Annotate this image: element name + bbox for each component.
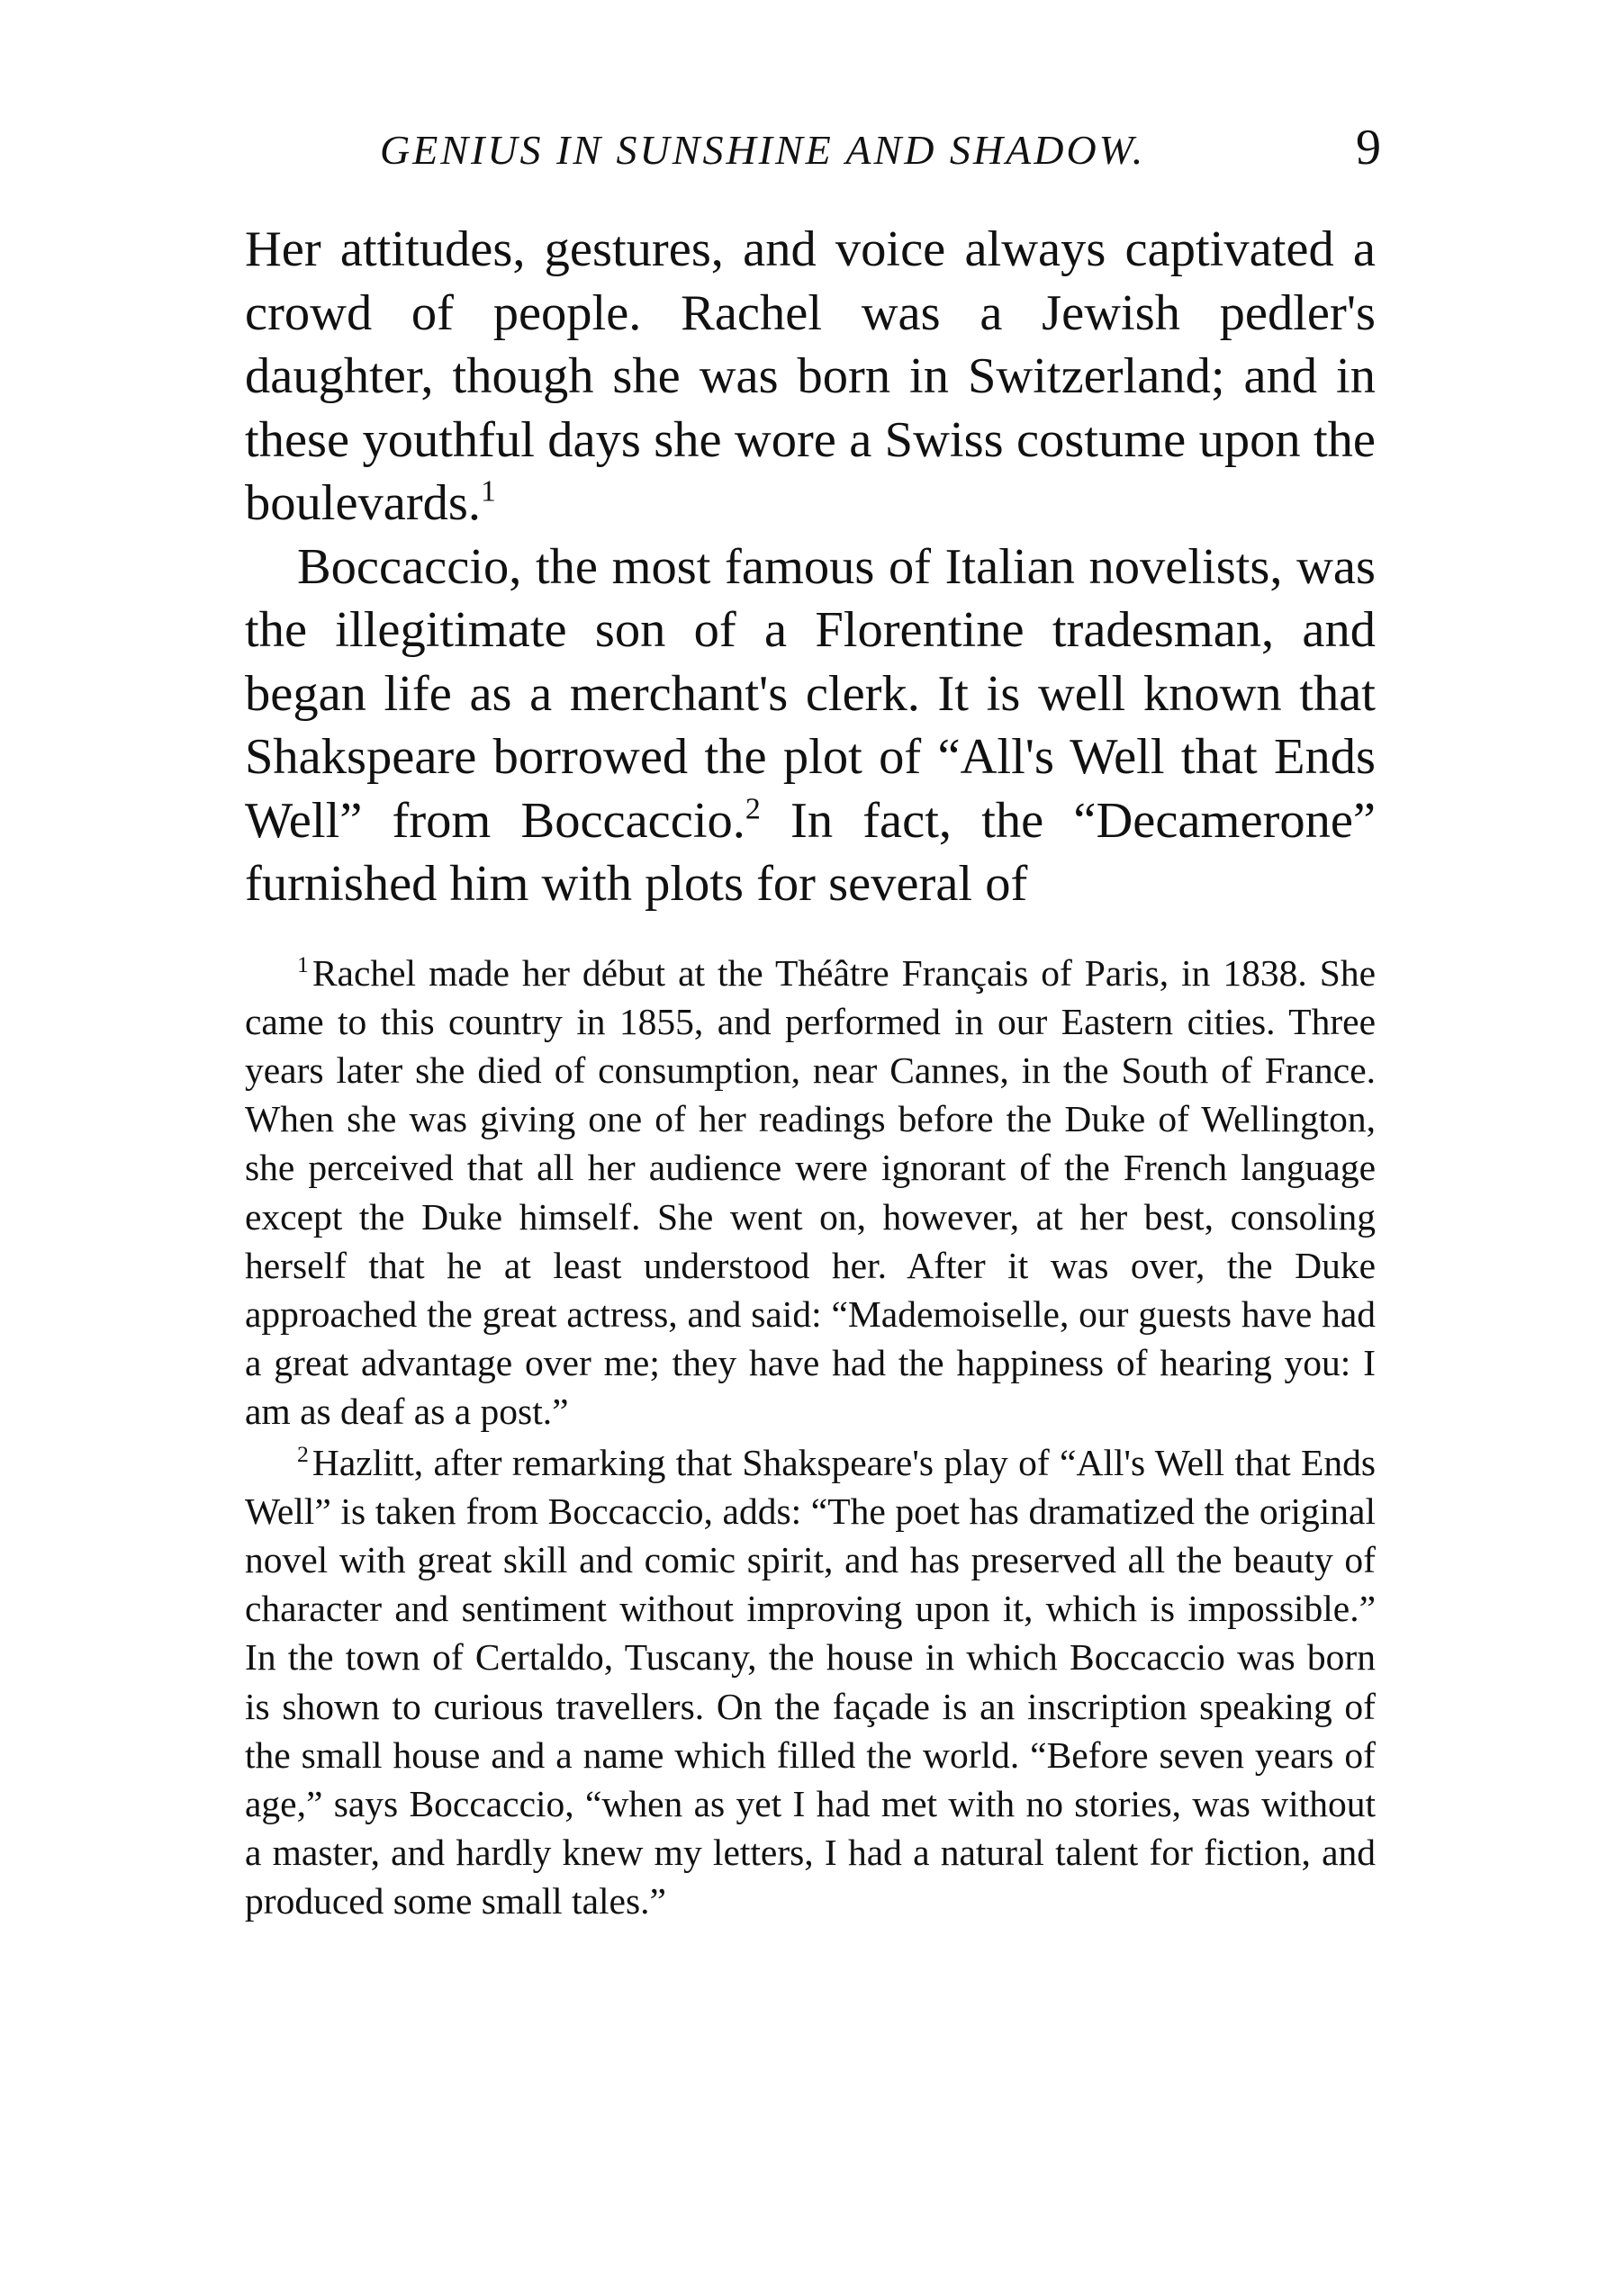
paragraph-text: Her attitudes, gestures, and voice always captivated a crowd of people. Rachel was a Jewish pedler's daughter, though she was born in Switzerland; and in these youthful days she wore a Swiss costume upon the boulevards. bbox=[245, 221, 1376, 531]
running-head bbox=[245, 117, 1381, 189]
paragraph-text: Boccaccio, the most famous of Italian novelists, was the illegitimate son of a Florentine tradesman, and began life as a merchant's clerk. It is well known that Shakspeare borrowed the plot of “All's Well that Ends Well” from Boccaccio. bbox=[245, 538, 1376, 849]
footnote bbox=[245, 949, 1376, 1436]
running-title: GENIUS IN SUNSHINE AND SHADOW. bbox=[380, 127, 1146, 173]
footnote-text: Hazlitt, after remarking that Shakspeare's play of “All's Well that Ends Well” is taken from Boccaccio, adds: “The poet has dramatized the original novel with great skill and comic spirit, and has preserved all the beauty of character and sentiment without improving upon it, which is impossible.” In the town of Certaldo, Tuscany, the house in which Boccaccio was born is shown to curious travellers. On the façade is an inscription speaking of the small house and a name which filled the world. “Before seven years of age,” says Boccaccio, “when as yet I had met with no stories, was without a master, and hardly knew my letters, I had a natural talent for fiction, and produced some small tales.” bbox=[245, 1441, 1376, 1922]
paragraph bbox=[245, 536, 1376, 916]
footnote bbox=[245, 1438, 1376, 1926]
footnote-text: Rachel made her début at the Théâtre Français of Paris, in 1838. She came to this country in 1855, and performed in our Eastern cities. Three years later she died of consumption, near Cannes, in the South of France. When she was giving one of her readings before the Duke of Wellington, she perceived that all her audience were ignorant of the French language except the Duke himself. She went on, however, at her best, consoling herself that he at least understood her. After it was over, the Duke approached the great actress, and said: “Mademoiselle, our guests have had a great advantage over me; they have had the happiness of hearing you: I am as deaf as a post.” bbox=[245, 951, 1376, 1433]
footnote-marker: 1 bbox=[297, 951, 309, 978]
body-text bbox=[245, 218, 1376, 916]
page-number: 9 bbox=[1356, 120, 1381, 176]
footnotes bbox=[245, 949, 1376, 1926]
paragraph bbox=[245, 218, 1376, 536]
footnote-marker: 2 bbox=[297, 1441, 309, 1468]
book-page bbox=[245, 117, 1381, 1926]
footnote-reference: 2 bbox=[745, 792, 761, 826]
footnote-reference: 1 bbox=[481, 474, 496, 509]
paragraph-continuation: In fact, the “Decamerone” furnished him with plots for several of bbox=[245, 792, 1376, 912]
